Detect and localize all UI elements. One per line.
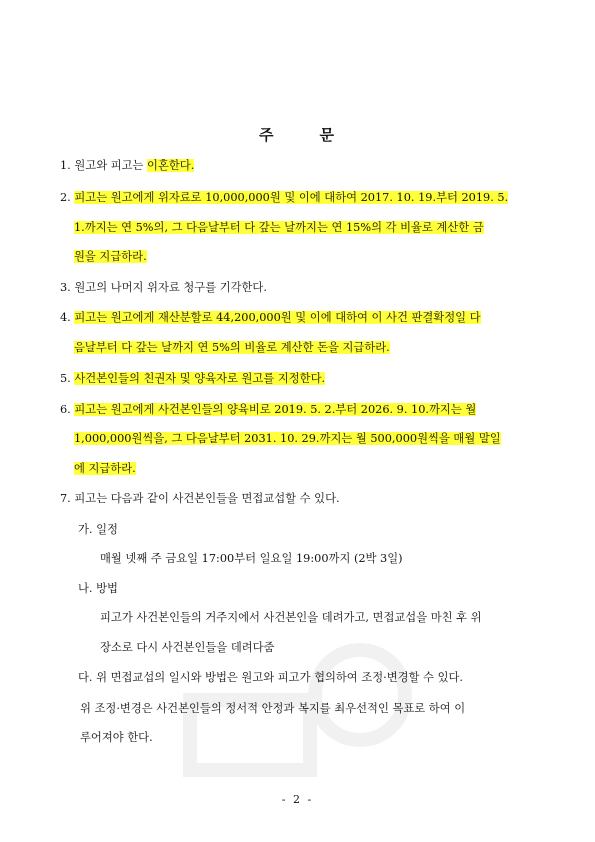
item-number: 7.	[60, 492, 71, 505]
item-7	[60, 490, 340, 507]
highlighted-text: 1,000,000원씩을, 그 다음날부터 2031. 10. 29.까지는 월 500,000원씩을 매월 말일	[74, 432, 501, 445]
item-text: 피고는 다음과 같이 사건본인들을 면접교섭할 수 있다.	[74, 492, 340, 505]
item-2	[60, 189, 508, 206]
item-text: 원고와 피고는	[74, 159, 148, 172]
highlighted-text: 원을 지급하라.	[74, 250, 147, 263]
sub-item-a-label: 가. 일정	[78, 523, 118, 536]
item-number: 2.	[60, 191, 71, 204]
item-number: 3.	[60, 281, 71, 294]
sub-item-c-line-2: 위 조정·변경은 사건본인들의 정서적 안정과 복지를 최우선적인 목표로 하여 이	[80, 702, 466, 715]
item-4	[60, 309, 481, 326]
sub-item-b-label: 나. 방법	[78, 582, 118, 595]
item-text: 원고의 나머지 위자료 청구를 기각한다.	[74, 281, 267, 294]
section-title	[0, 124, 595, 145]
item-6-line-2	[74, 430, 501, 447]
item-3	[60, 279, 267, 296]
item-1	[60, 157, 194, 174]
sub-item-b-line-2: 장소로 다시 사건본인들을 데려다줌	[100, 641, 275, 654]
highlighted-text: 피고는 원고에게 재산분할로 44,200,000원 및 이에 대하여 이 사건 판결확정일 다	[74, 311, 481, 324]
sub-item-a-text: 매월 넷째 주 금요일 17:00부터 일요일 19:00까지 (2박 3일)	[100, 552, 403, 565]
sub-item-b-line-1: 피고가 사건본인들의 거주지에서 사건본인을 데려가고, 면접교섭을 마친 후 위	[100, 611, 482, 624]
item-number: 6.	[60, 403, 71, 416]
sub-item-c-line-1: 다. 위 면접교섭의 일시와 방법은 원고와 피고가 협의하여 조정·변경할 수 있다.	[78, 671, 463, 684]
item-number: 4.	[60, 311, 71, 324]
highlighted-text: 사건본인들의 친권자 및 양육자로 원고를 지정한다.	[74, 372, 326, 385]
item-2-line-3	[74, 248, 147, 265]
title-char-1: 주	[259, 126, 276, 144]
highlighted-text: 피고는 원고에게 위자료로 10,000,000원 및 이에 대하여 2017. 10. 19.부터 2019. 5.	[74, 191, 509, 204]
title-char-2: 문	[319, 126, 336, 144]
item-4-line-2	[74, 339, 390, 356]
item-6	[60, 401, 476, 418]
highlighted-text: 에 지급하라.	[74, 462, 136, 475]
sub-item-c-line-3: 루어져야 한다.	[80, 731, 153, 744]
highlighted-text: 이혼한다.	[147, 159, 195, 172]
highlighted-text: 1.까지는 연 5%의, 그 다음날부터 다 갚는 날까지는 연 15%의 각 비율로 계산한 금	[74, 221, 484, 234]
highlighted-text: 음날부터 다 갚는 날까지 연 5%의 비율로 계산한 돈을 지급하라.	[74, 341, 390, 354]
item-number: 5.	[60, 372, 71, 385]
page-number: - 2 -	[281, 793, 314, 806]
item-6-line-3	[74, 460, 136, 477]
item-2-line-2	[74, 219, 484, 236]
item-number: 1.	[60, 159, 71, 172]
item-5	[60, 370, 325, 387]
highlighted-text: 피고는 원고에게 사건본인들의 양육비로 2019. 5. 2.부터 2026. 9. 10.까지는 월	[74, 403, 477, 416]
